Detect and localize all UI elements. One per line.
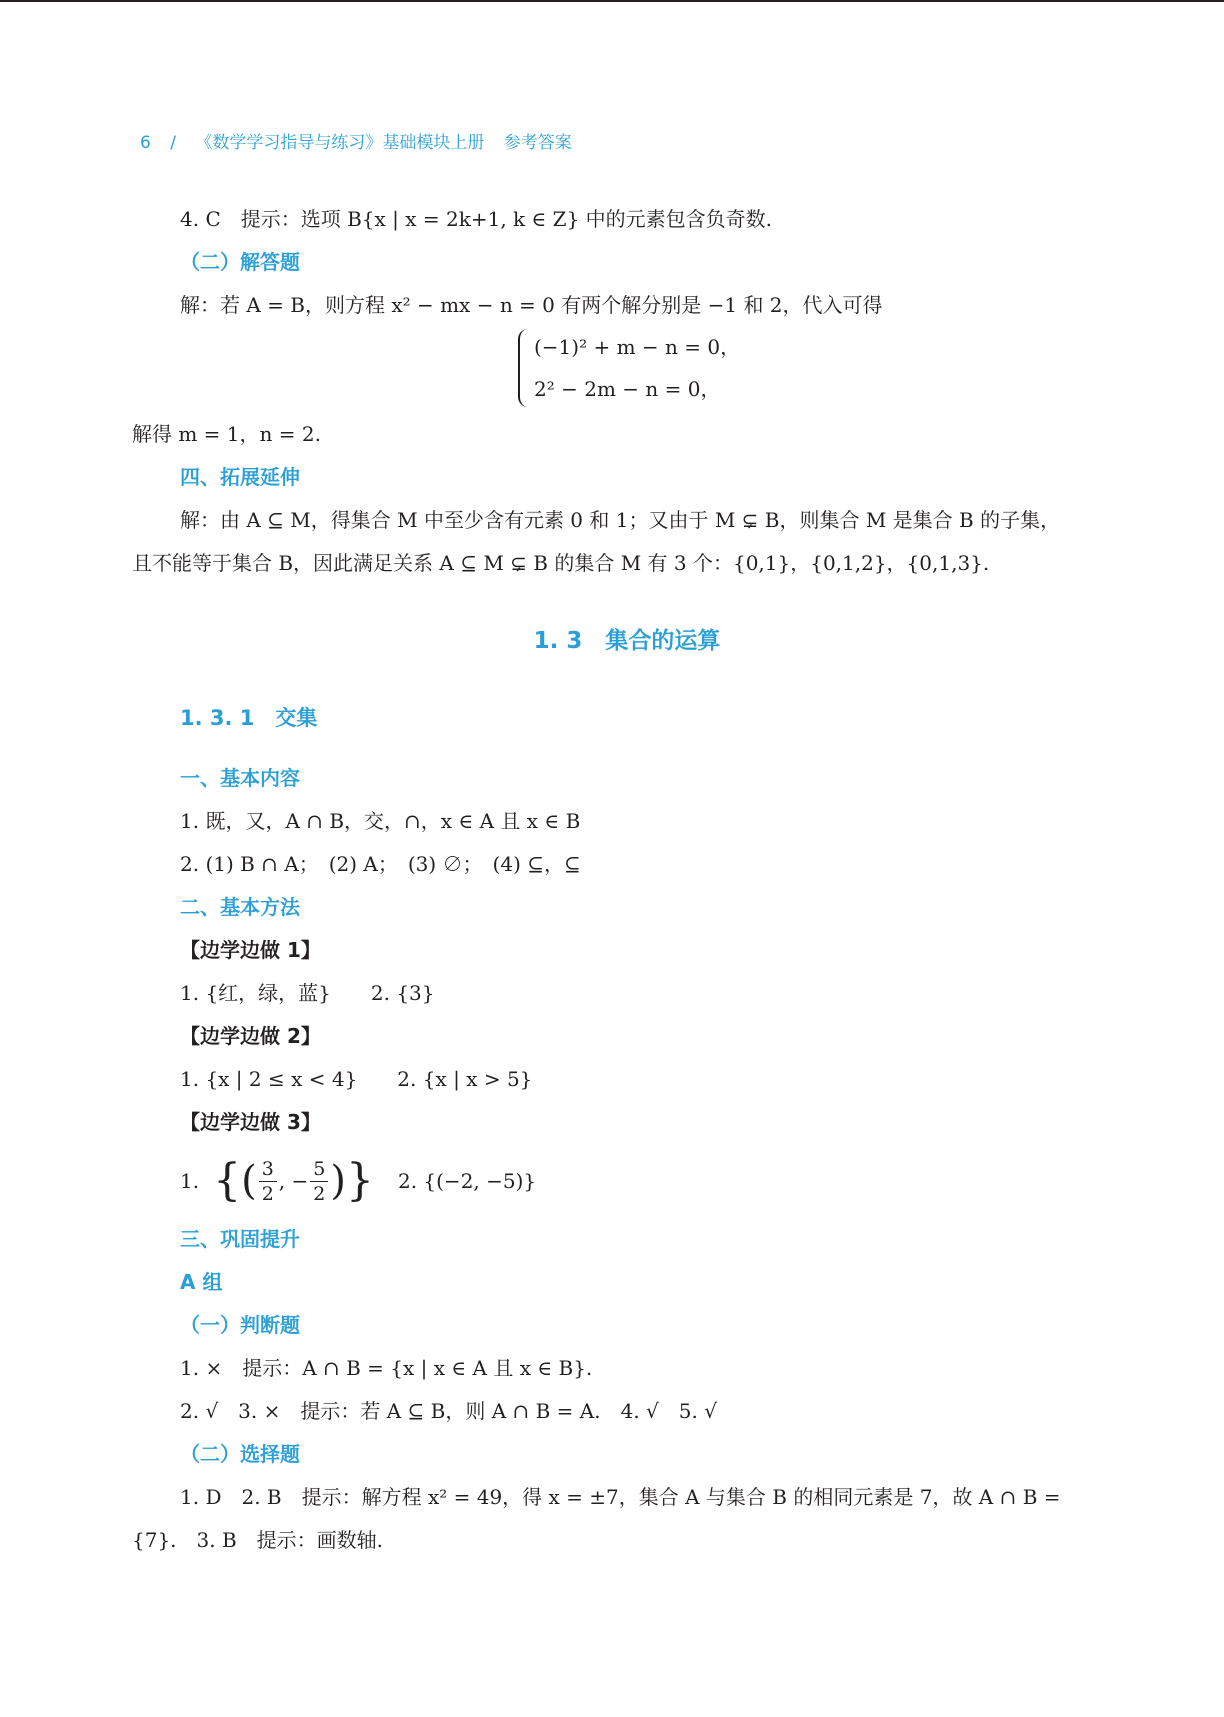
top-rule <box>0 0 1224 2</box>
right-brace: } <box>345 1155 374 1206</box>
page-content <box>132 198 1092 1562</box>
fraction-2 <box>310 1157 328 1206</box>
jie-line: 解：若 A = B，则方程 x² − mx − n = 0 有两个解分别是 −1 和 2，代入可得 <box>180 293 883 317</box>
header-separator: / <box>170 133 176 153</box>
page-number: 6 <box>140 133 151 153</box>
fraction-1-numerator: 3 <box>259 1157 277 1182</box>
system-brace <box>518 329 530 407</box>
jiben-neirong-heading: 一、基本内容 <box>180 766 300 790</box>
xuanze-line-2: {7}. 3. B 提示：画数轴. <box>132 1528 384 1552</box>
gonggu-heading: 三、巩固提升 <box>180 1227 300 1251</box>
running-header <box>140 128 586 153</box>
fraction-1 <box>259 1157 277 1206</box>
group-a-heading: A 组 <box>180 1270 223 1294</box>
panduan-answer-2: 2. √ 3. × 提示：若 A ⊆ B，则 A ∩ B = A. 4. √ 5. √ <box>180 1399 717 1423</box>
practice-3-heading: 【边学边做 3】 <box>180 1110 321 1134</box>
jiben-neirong-item-1: 1. 既，又，A ∩ B，交，∩，x ∈ A 且 x ∈ B <box>180 809 581 833</box>
fraction-1-denominator: 2 <box>261 1182 274 1205</box>
tuozhan-heading: 四、拓展延伸 <box>180 465 300 489</box>
equation-system <box>132 327 1092 413</box>
left-paren: ( <box>241 1158 257 1204</box>
section-title: 1. 3 集合的运算 <box>533 628 721 654</box>
practice-1-heading: 【边学边做 1】 <box>180 938 321 962</box>
prev-q4-answer: 4. C 提示：选项 B{x | x = 2k+1, k ∈ Z} 中的元素包含负奇数. <box>180 207 773 231</box>
left-brace: { <box>199 1155 242 1206</box>
header-subtitle: 参考答案 <box>503 133 572 153</box>
tuozhan-line-1: 解：由 A ⊆ M，得集合 M 中至少含有元素 0 和 1；又由于 M ⊊ B，则集合 M 是集合 B 的子集， <box>180 508 1061 532</box>
practice-2-answer: 1. {x | 2 ≤ x < 4} 2. {x | x > 5} <box>180 1067 533 1091</box>
xuanze-heading: （二）选择题 <box>180 1442 300 1466</box>
practice-3-answer-2: 2. {(−2, −5)} <box>397 1169 537 1193</box>
fraction-2-denominator: 2 <box>313 1182 326 1205</box>
equation-2: 2² − 2m − n = 0， <box>534 377 721 401</box>
practice-2-heading: 【边学边做 2】 <box>180 1024 321 1048</box>
jieda-heading: （二）解答题 <box>180 250 300 274</box>
book-title: 《数学学习指导与练习》基础模块上册 <box>195 133 485 153</box>
jiede-line: 解得 m = 1，n = 2. <box>132 422 321 446</box>
subsection-title: 1. 3. 1 交集 <box>180 706 318 730</box>
practice-1-answer: 1. {红，绿，蓝} 2. {3} <box>180 981 435 1005</box>
fraction-2-numerator: 5 <box>310 1157 328 1182</box>
equation-1: (−1)² + m − n = 0， <box>534 335 741 359</box>
panduan-answer-1: 1. × 提示：A ∩ B = {x | x ∈ A 且 x ∈ B}. <box>180 1356 593 1380</box>
practice-3-prefix: 1. <box>180 1169 200 1193</box>
jiben-neirong-item-2: 2. (1) B ∩ A； (2) A； (3) ∅； (4) ⊆，⊆ <box>180 852 581 876</box>
panduan-heading: （一）判断题 <box>180 1313 300 1337</box>
fraction-separator: , − <box>278 1169 309 1193</box>
right-paren: ) <box>330 1158 346 1204</box>
practice-3-answer <box>132 1144 1092 1218</box>
xuanze-line-1: 1. D 2. B 提示：解方程 x² = 49，得 x = ±7，集合 A 与集合 B 的相同元素是 7，故 A ∩ B = <box>180 1485 1061 1509</box>
tuozhan-line-2: 且不能等于集合 B，因此满足关系 A ⊆ M ⊊ B 的集合 M 有 3 个：{0,1}，{0,1,2}，{0,1,3}. <box>132 551 990 575</box>
jiben-fangfa-heading: 二、基本方法 <box>180 895 300 919</box>
